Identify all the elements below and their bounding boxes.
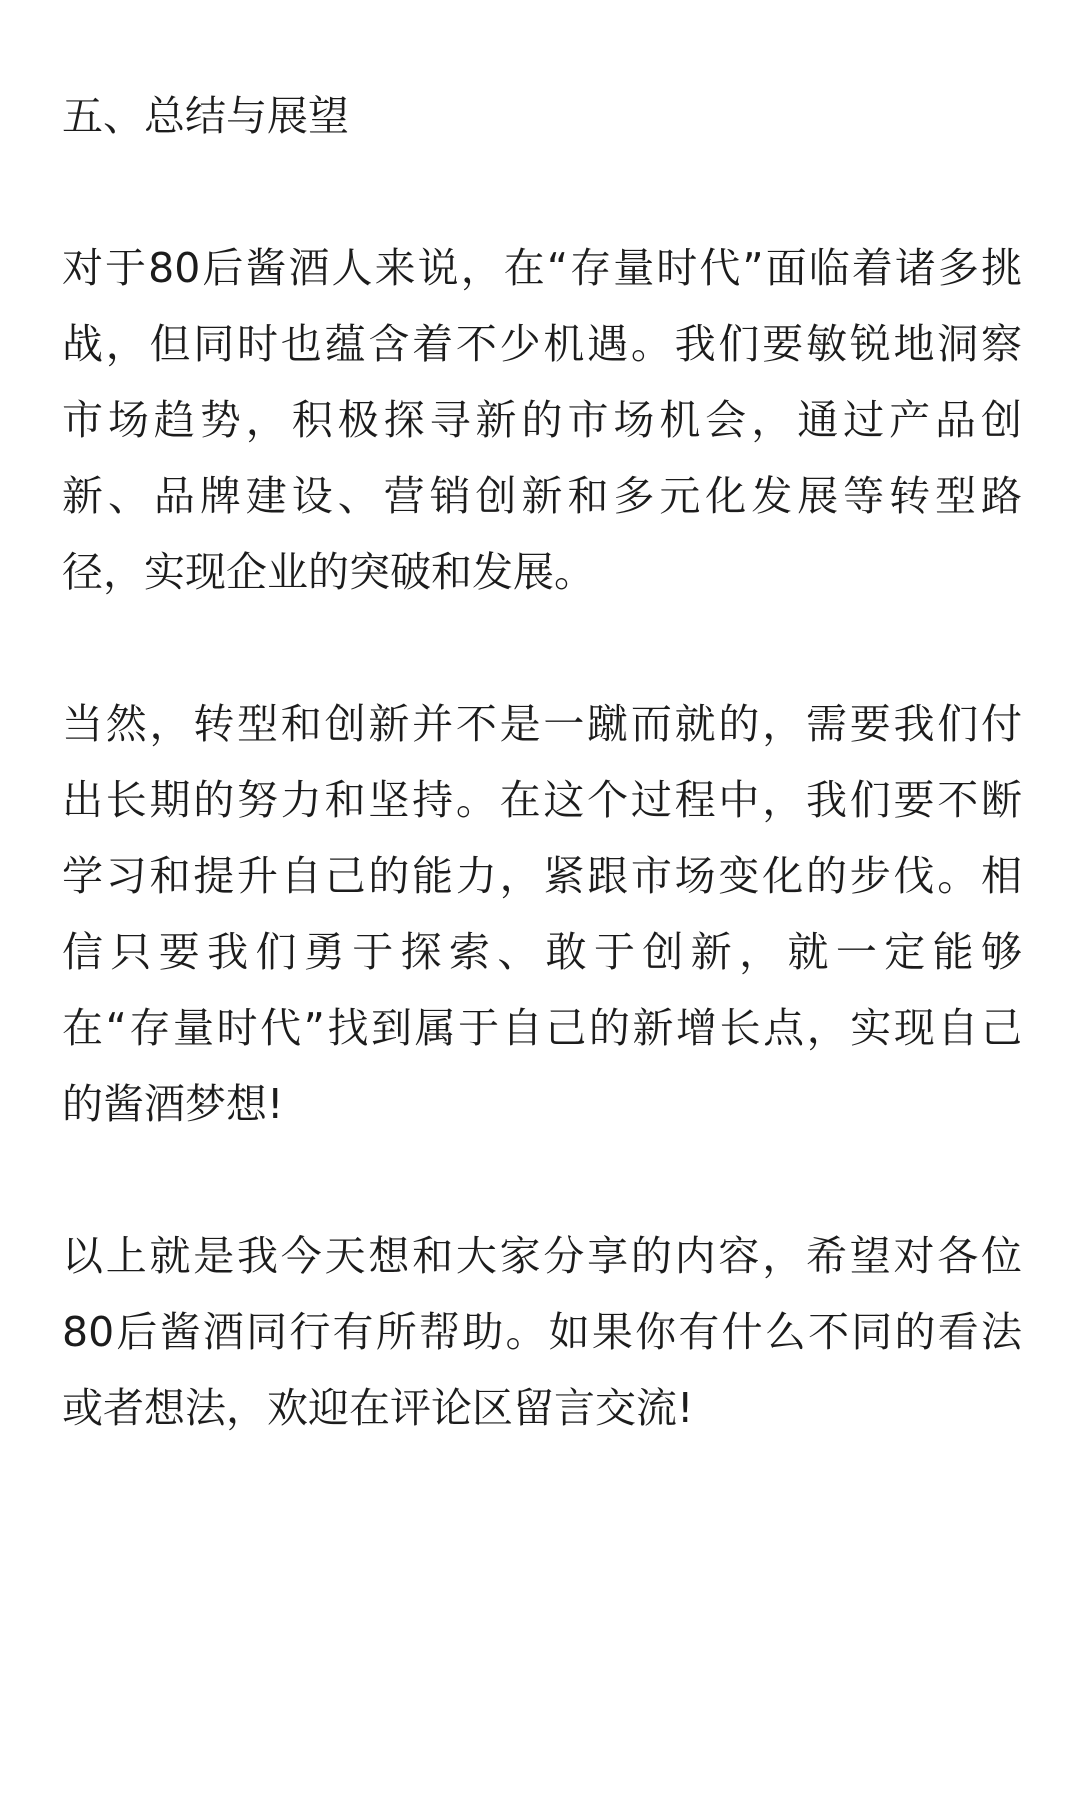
paragraph-line: 出长期的努力和坚持。在这个过程中，我们要不断 xyxy=(62,776,1022,824)
paragraph-line: 以上就是我今天想和大家分享的内容，希望对各位 xyxy=(62,1232,1022,1280)
paragraph-line: 的酱酒梦想! xyxy=(62,1080,284,1128)
paragraph-line: 对于80后酱酒人来说，在“存量时代”面临着诸多挑 xyxy=(62,244,1022,292)
paragraph-line: 或者想法，欢迎在评论区留言交流! xyxy=(62,1384,694,1432)
paragraph-line: 战，但同时也蕴含着不少机遇。我们要敏锐地洞察 xyxy=(62,320,1022,368)
paragraph-line: 在“存量时代”找到属于自己的新增长点，实现自己 xyxy=(62,1004,1022,1052)
paragraph-closing xyxy=(62,1218,1022,1446)
article-body xyxy=(62,78,1022,1522)
paragraph-persistence xyxy=(62,686,1022,1142)
paragraph-line: 市场趋势，积极探寻新的市场机会，通过产品创 xyxy=(62,396,1022,444)
paragraph-line: 径，实现企业的突破和发展。 xyxy=(62,548,595,596)
paragraph-line: 信只要我们勇于探索、敢于创新，就一定能够 xyxy=(62,928,1022,976)
paragraph-summary xyxy=(62,230,1022,610)
paragraph-line: 学习和提升自己的能力，紧跟市场变化的步伐。相 xyxy=(62,852,1022,900)
paragraph-line: 新、品牌建设、营销创新和多元化发展等转型路 xyxy=(62,472,1022,520)
paragraph-line: 80后酱酒同行有所帮助。如果你有什么不同的看法 xyxy=(62,1308,1022,1356)
section-heading: 五、总结与展望 xyxy=(62,92,349,140)
paragraph-line: 当然，转型和创新并不是一蹴而就的，需要我们付 xyxy=(62,700,1022,748)
